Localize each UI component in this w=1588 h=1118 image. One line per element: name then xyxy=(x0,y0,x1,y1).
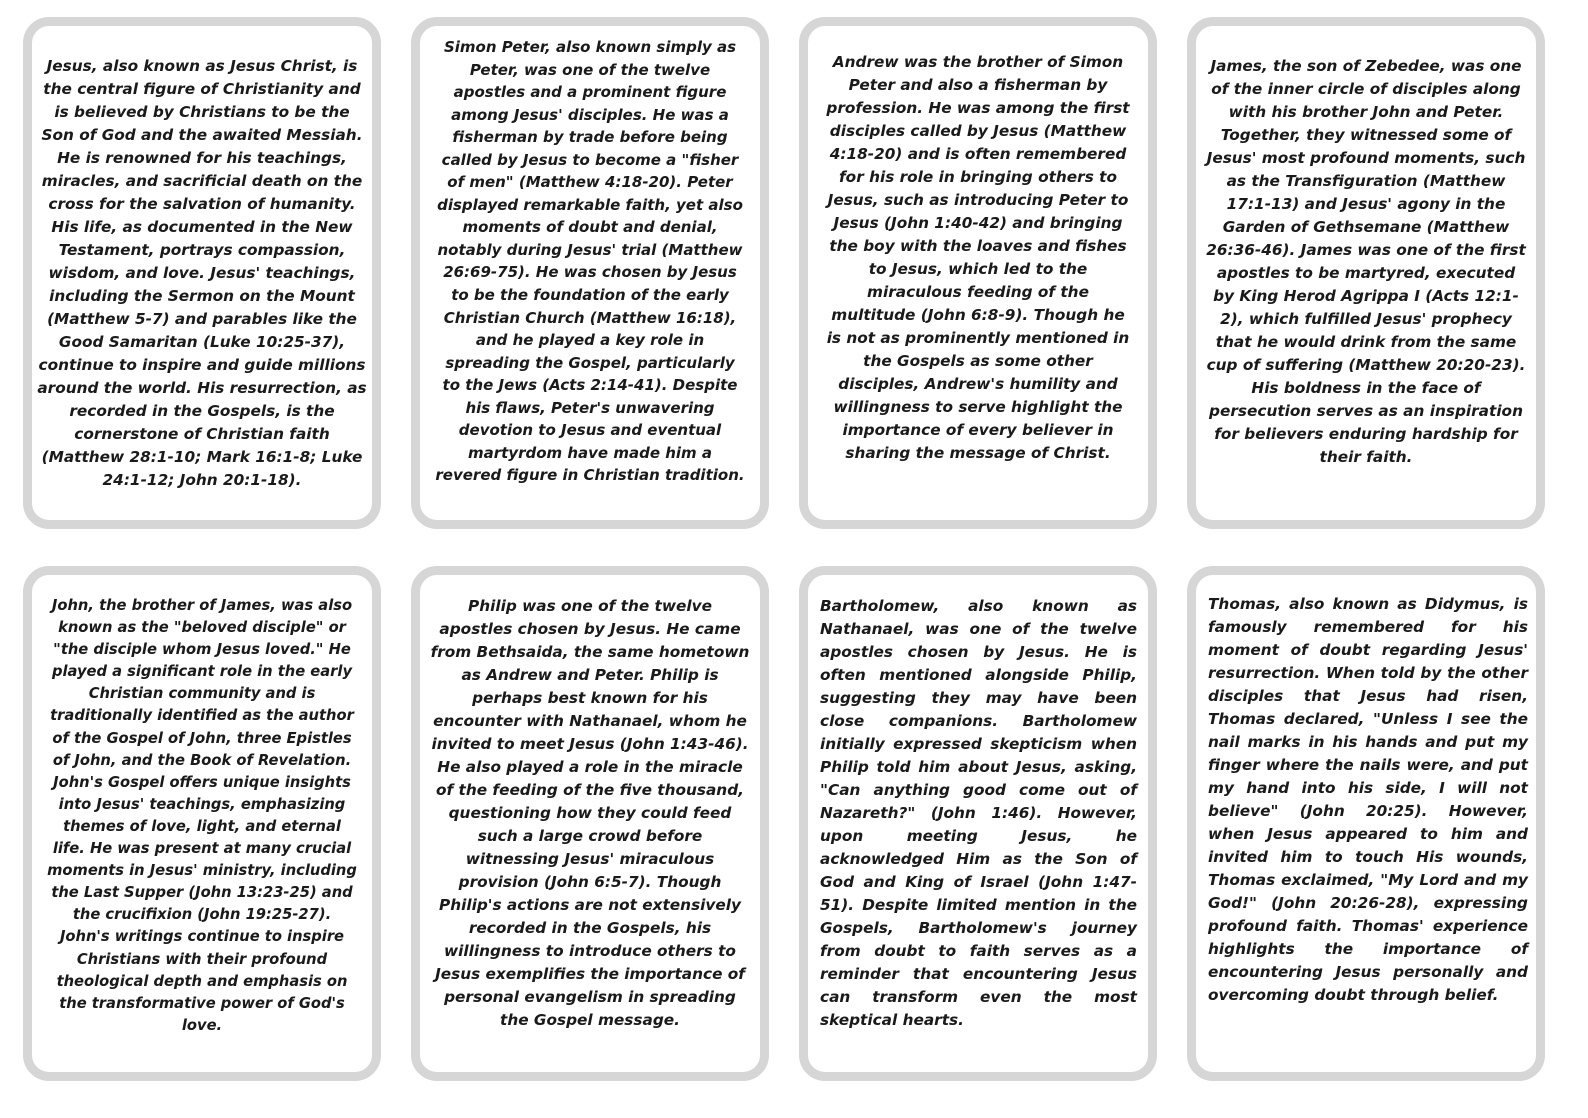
card-text-thomas: Thomas, also known as Didymus, is famously remembered for his moment of doubt regarding Jesus' resurrection. When told by the other disciples that Jesus had risen, Thomas declared, "Unless I see the nail marks in his hands and put my finger where the nails were, and put my hand into his side, I will not believe" (John 20:25). However, when Jesus appeared to him and invited him to touch His wounds, Thomas exclaimed, "My Lord and my God!" (John 20:26-28), expressing profound faith. Thomas' experience highlights the importance of encountering Jesus personally and overcoming doubt through belief. xyxy=(1208,595,1528,1004)
card-text-simon-peter: Simon Peter, also known simply as Peter, was one of the twelve apostles and a prominent figure among Jesus' disciples. He was a fisherman by trade before being called by Jesus to become a "fisher of men" (Matthew 4:18-20). Peter displayed remarkable faith, yet also moments of doubt and denial, notably during Jesus' trial (Matthew 26:69-75). He was chosen by Jesus to be the foundation of the early Christian Church (Matthew 16:18), and he played a key role in spreading the Gospel, particularly to the Jews (Acts 2:14-41). Despite his flaws, Peter's unwavering devotion to Jesus and eventual martyrdom have made him a revered figure in Christian tradition. xyxy=(435,38,745,485)
card-text-john: John, the brother of James, was also known as the "beloved disciple" or "the disciple whom Jesus loved." He played a significant role in the early Christian community and is traditionally identified as the author of the Gospel of John, three Epistles of John, and the Book of Revelation. John's Gospel offers unique insights into Jesus' teachings, emphasizing themes of love, light, and eternal life. He was present at many crucial moments in Jesus' ministry, including the Last Supper (John 13:23-25) and the crucifixion (John 19:25-27). John's writings continue to inspire Christians with their profound theological depth and emphasis on the transformative power of God's love. xyxy=(47,597,357,1034)
card-text-bartholomew: Bartholomew, also known as Nathanael, was one of the twelve apostles chosen by Jesus. He is often mentioned alongside Philip, suggesting they may have been close companions. Bartholomew initially expressed skepticism when Philip told him about Jesus, asking, "Can anything good come out of Nazareth?" (John 1:46). However, upon meeting Jesus, he acknowledged Him as the Son of God and King of Israel (John 1:47-51). Despite limited mention in the Gospels, Bartholomew's journey from doubt to faith serves as a reminder that encountering Jesus can transform even the most skeptical hearts. xyxy=(820,597,1137,1029)
card-text-jesus: Jesus, also known as Jesus Christ, is the central figure of Christianity and is believed by Christians to be the Son of God and the awaited Messiah. He is renowned for his teachings, miracles, and sacrificial death on the cross for the salvation of humanity. His life, as documented in the New Testament, portrays compassion, wisdom, and love. Jesus' teachings, including the Sermon on the Mount (Matthew 5-7) and parables like the Good Samaritan (Luke 10:25-37), continue to inspire and guide millions around the world. His resurrection, as recorded in the Gospels, is the cornerstone of Christian faith (Matthew 28:1-10; Mark 16:1-8; Luke 24:1-12; John 20:1-18). xyxy=(37,57,367,489)
card-simon-peter xyxy=(411,17,769,529)
card-jesus xyxy=(23,17,381,529)
card-text-james: James, the son of Zebedee, was one of the inner circle of disciples along with his brother John and Peter. Together, they witnessed some of Jesus' most profound moments, such as the Transfiguration (Matthew 17:1-13) and Jesus' agony in the Garden of Gethsemane (Matthew 26:36-46). James was one of the first apostles to be martyred, executed by King Herod Agrippa I (Acts 12:1-2), which fulfilled Jesus' prophecy that he would drink from the same cup of suffering (Matthew 20:20-23). His boldness in the face of persecution serves as an inspiration for believers enduring hardship for their faith. xyxy=(1206,57,1526,466)
card-bartholomew xyxy=(799,566,1157,1081)
card-text-philip: Philip was one of the twelve apostles chosen by Jesus. He came from Bethsaida, the same hometown as Andrew and Peter. Philip is perhaps best known for his encounter with Nathanael, whom he invited to meet Jesus (John 1:43-46). He also played a role in the miracle of the feeding of the five thousand, questioning how they could feed such a large crowd before witnessing Jesus' miraculous provision (John 6:5-7). Though Philip's actions are not extensively recorded in the Gospels, his willingness to introduce others to Jesus exemplifies the importance of personal evangelism in spreading the Gospel message. xyxy=(430,597,750,1029)
card-philip xyxy=(411,566,769,1081)
card-john xyxy=(23,566,381,1081)
card-thomas xyxy=(1187,566,1545,1081)
card-andrew xyxy=(799,17,1157,529)
card-james xyxy=(1187,17,1545,529)
card-text-andrew: Andrew was the brother of Simon Peter and also a fisherman by profession. He was among the first disciples called by Jesus (Matthew 4:18-20) and is often remembered for his role in bringing others to Jesus, such as introducing Peter to Jesus (John 1:40-42) and bringing the boy with the loaves and fishes to Jesus, which led to the miraculous feeding of the multitude (John 6:8-9). Though he is not as prominently mentioned in the Gospels as some other disciples, Andrew's humility and willingness to serve highlight the importance of every believer in sharing the message of Christ. xyxy=(826,53,1130,462)
